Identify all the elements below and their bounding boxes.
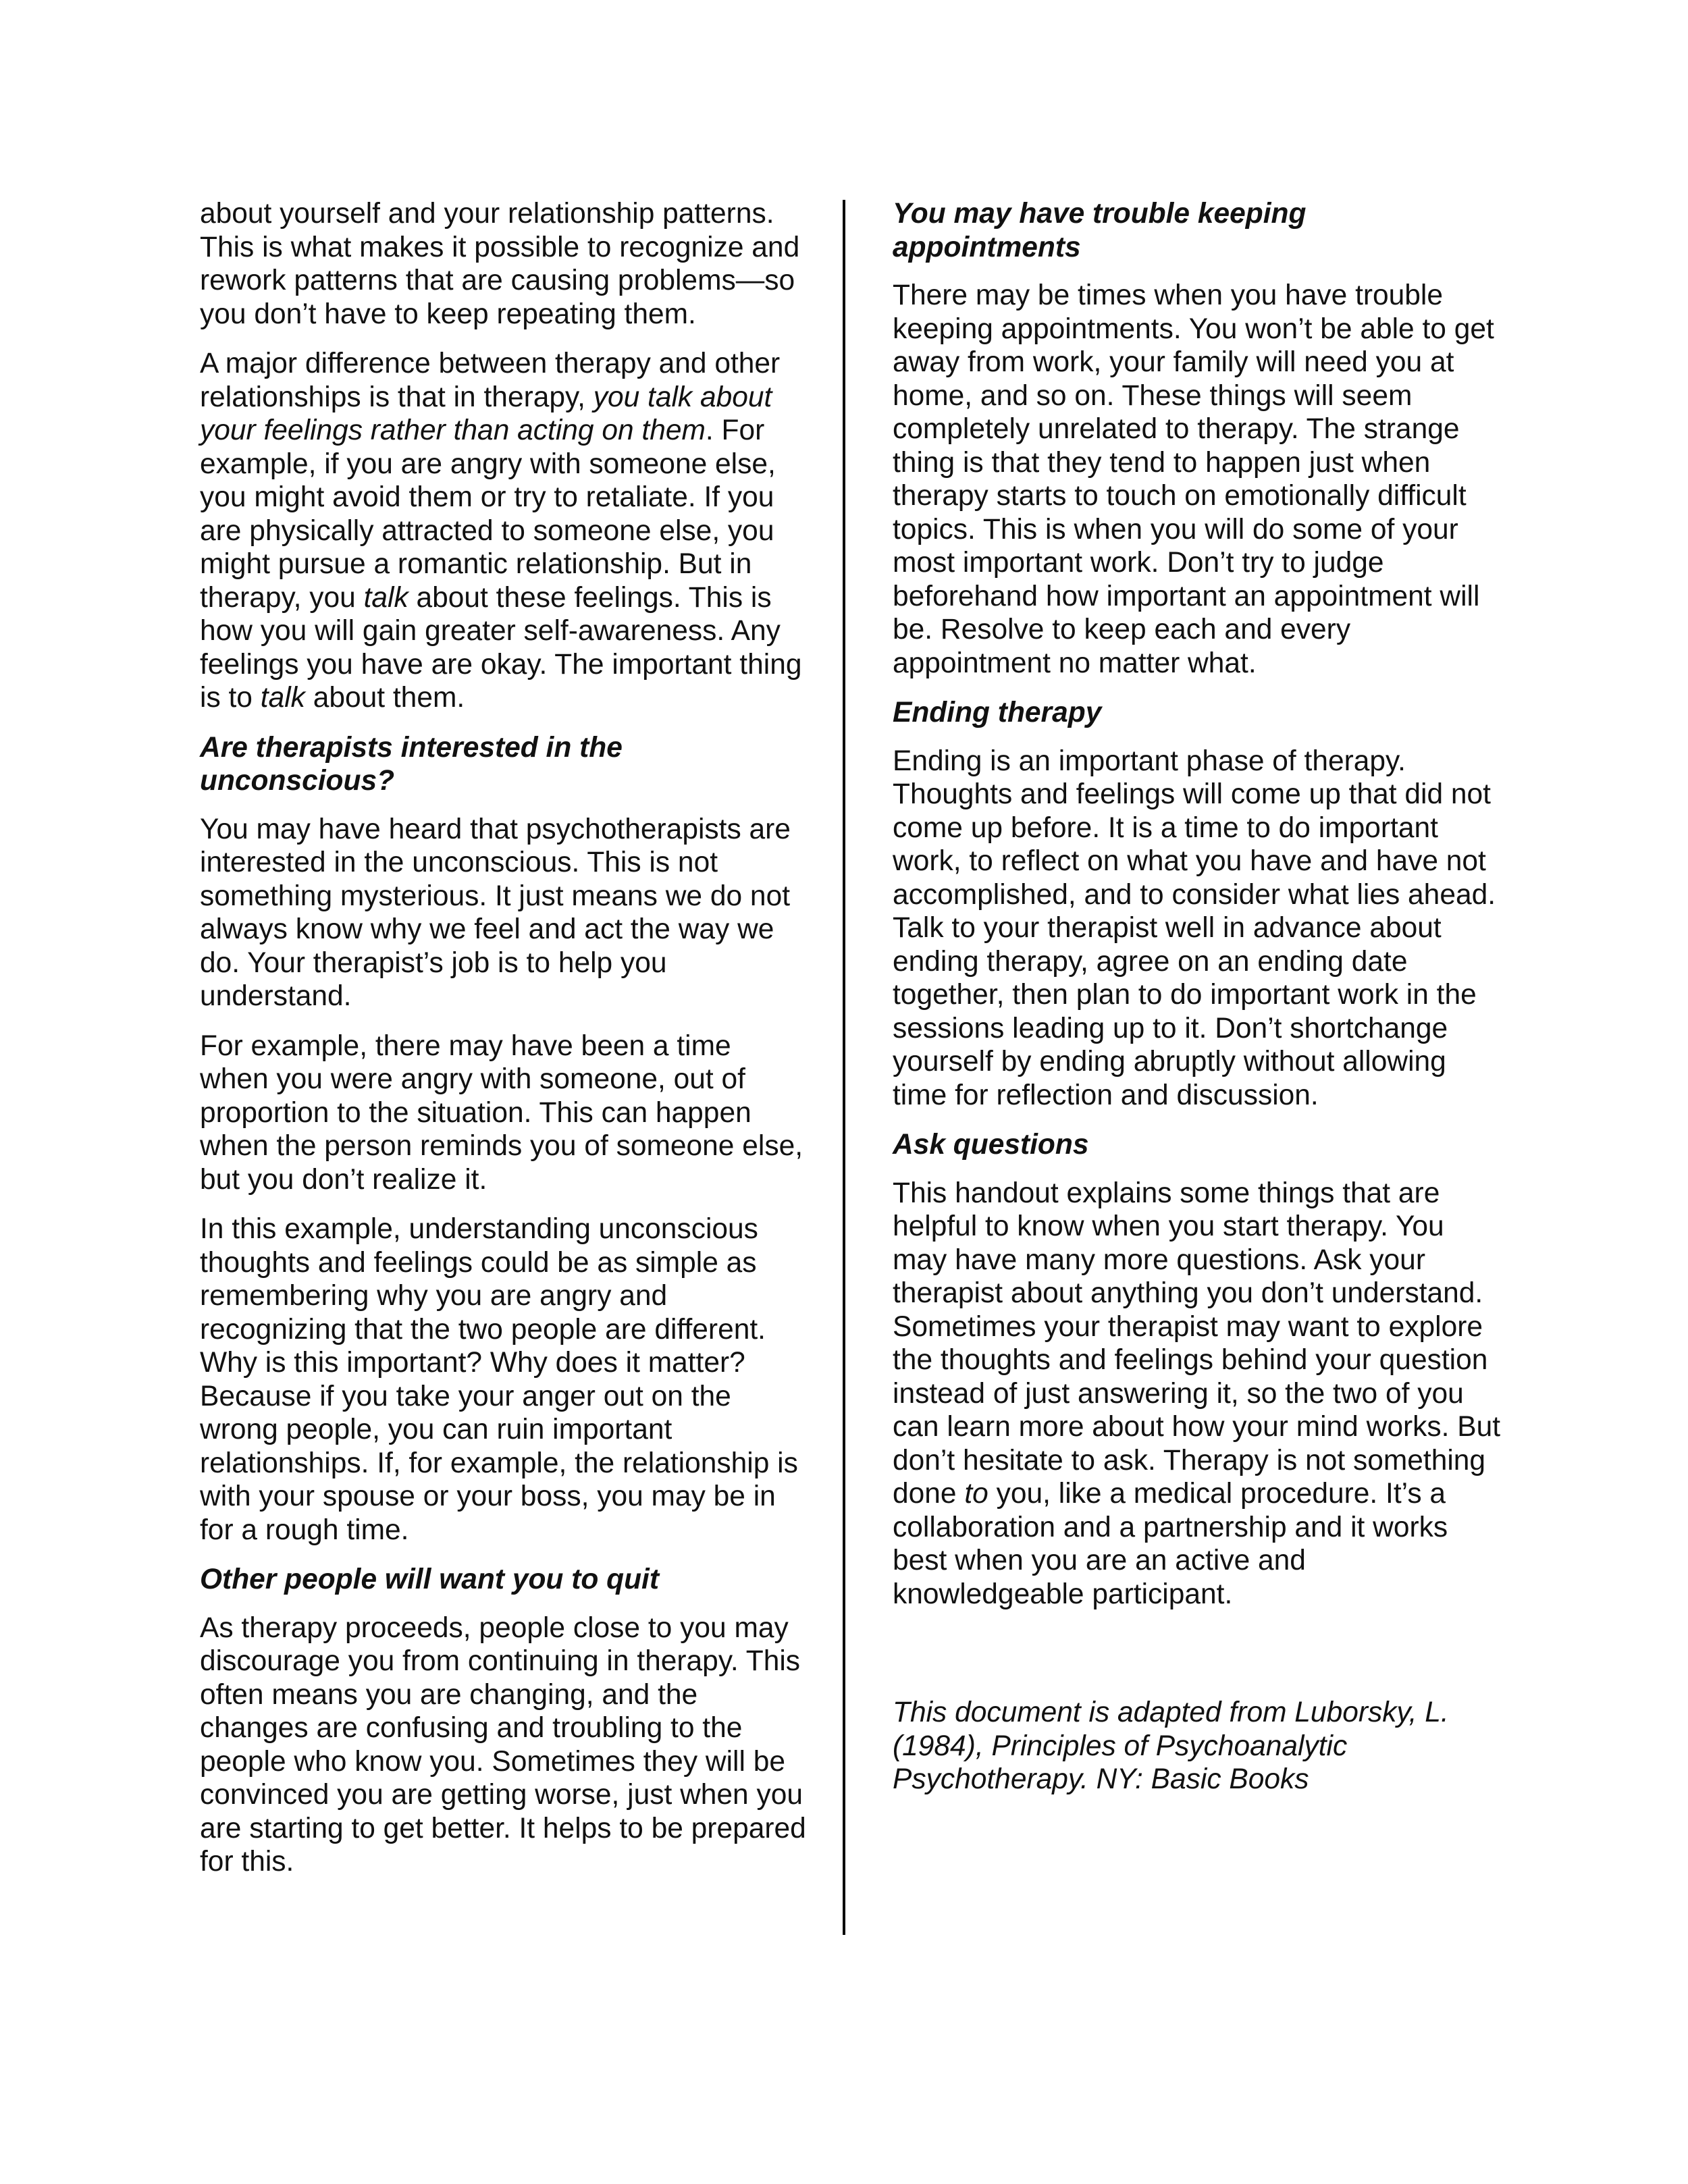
column-divider bbox=[843, 200, 845, 1935]
paragraph-relationship-patterns: about yourself and your relationship patterns. This is what makes it possible to recognize and rework patterns that are causing problems—so you don’t have to keep repeating them. bbox=[200, 198, 800, 330]
emphasis-text: to bbox=[964, 1478, 988, 1510]
text-segment: . For example, if you are angry with someone else, you might avoid them or try to retaliate. If you are physically attracted to someone else, you might pursue a romantic relationship. But in therapy, you bbox=[200, 415, 776, 614]
paragraph-therapy-proceeds: As therapy proceeds, people close to you may discourage you from continuing in therapy. This often means you are changing, and the changes are confusing and troubling to the people who know you. Sometimes they will be convinced you are getting worse, just when you are starting to get better. It helps to be prepared for this. bbox=[200, 1612, 806, 1877]
paragraph-understanding-example: In this example, understanding unconscious thoughts and feelings could be as simple as remembering why you are angry and recognizing that the two people are different. Why is this important? Why does it matter? Because if you take your anger out on the wrong people, you can ruin important relationships. If, for example, the relationship is with your spouse or your boss, you may be in for a rough time. bbox=[200, 1213, 798, 1546]
source-citation: This document is adapted from Luborsky, L. (1984), Principles of Psychoanalytic Psychotherapy. NY: Basic Books bbox=[893, 1697, 1449, 1795]
emphasis-text: talk bbox=[260, 682, 305, 714]
text-segment: about them. bbox=[305, 682, 465, 714]
paragraph-anger-example: For example, there may have been a time when you were angry with someone, out of proportion to the situation. This can happen when the person reminds you of someone else, but you don’t realize it. bbox=[200, 1030, 803, 1196]
text-segment: This handout explains some things that are helpful to know when you start therapy. You may have many more questions. Ask your therapist about anything you don’t understand. Sometimes your therapist may want to explore the thoughts and feelings behind your question instead of just answering it, so the two of you can learn more about how your mind works. But don’t hesitate to ask. Therapy is not something done bbox=[893, 1177, 1501, 1510]
heading-unconscious: Are therapists interested in the unconscious? bbox=[200, 731, 623, 797]
emphasis-text: you talk about your feelings rather than acting on them bbox=[200, 381, 772, 446]
text-segment: about these feelings. This is how you will gain greater self-awareness. Any feelings you have are okay. The important thing is to bbox=[200, 581, 802, 714]
heading-people-want-you-to-quit: Other people will want you to quit bbox=[200, 1564, 659, 1595]
text-segment: A major difference between therapy and other relationships is that in therapy, bbox=[200, 348, 781, 413]
paragraph-ending-therapy: Ending is an important phase of therapy. Thoughts and feelings will come up that did not come up before. It is a time to do important work, to reflect on what you have and have not accomplished, and to consider what lies ahead. Talk to your therapist well in advance about ending therapy, agree on an ending date together, then plan to do important work in the sessions leading up to it. Don’t shortchange yourself by ending abruptly without allowing time for reflection and discussion. bbox=[893, 745, 1496, 1111]
paragraph-ask-questions bbox=[893, 1177, 1500, 1612]
paragraph-appointments: There may be times when you have trouble keeping appointments. You won’t be able to get away from work, your family will need you at home, and so on. These things will seem completely unrelated to therapy. The strange thing is that they tend to happen just when therapy starts to touch on emotionally difficult topics. This is when you will do some of your most important work. Don’t try to judge beforehand how important an appointment will be. Resolve to keep each and every appointment no matter what. bbox=[893, 279, 1494, 679]
heading-ask-questions: Ask questions bbox=[893, 1129, 1089, 1161]
paragraph-talk-about-feelings bbox=[200, 347, 808, 715]
heading-ending-therapy: Ending therapy bbox=[893, 697, 1102, 728]
right-column bbox=[893, 197, 1500, 1813]
left-column bbox=[200, 197, 808, 1895]
heading-trouble-keeping-appointments: You may have trouble keeping appointments bbox=[893, 198, 1307, 263]
text-segment: you, like a medical procedure. It’s a collaboration and a partnership and it works best when you are an active and knowledgeable participant. bbox=[893, 1478, 1448, 1610]
emphasis-text: talk bbox=[363, 581, 408, 614]
paragraph-unconscious-intro: You may have heard that psychotherapists are interested in the unconscious. This is not something mysterious. It just means we do not always know why we feel and act the way we do. Your therapist’s job is to help you understand. bbox=[200, 813, 791, 1012]
